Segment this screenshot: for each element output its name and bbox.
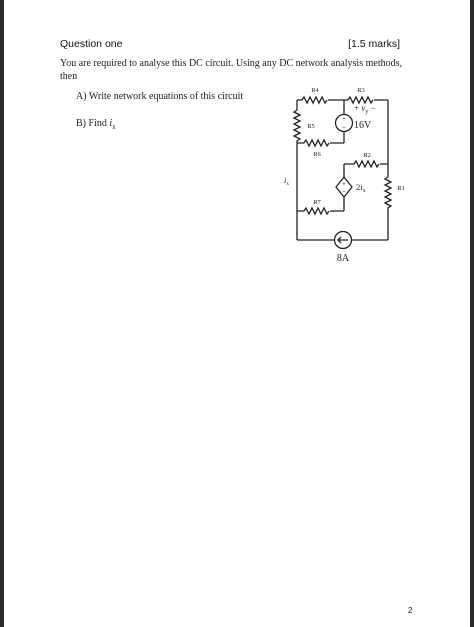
label-dependent: $2i_x$ <box>356 182 366 194</box>
label-r6: R6 <box>313 151 321 158</box>
label-r4: R4 <box>311 87 319 94</box>
item-a: A) Write network equations of this circuit <box>76 91 244 102</box>
label-r3: R3 <box>357 87 365 94</box>
resistor-r2 <box>354 161 379 167</box>
svg-text:−: − <box>342 124 346 132</box>
item-b-prefix: B) Find <box>76 118 110 129</box>
page-number: 2 <box>408 606 413 615</box>
current-arrow-icon <box>338 237 348 243</box>
label-vy: + $v_y$ − <box>354 103 376 115</box>
question-marks: [1.5 marks] <box>348 38 400 50</box>
resistor-r4 <box>302 97 327 103</box>
question-intro: You are required to analyse this DC circuit. Using any DC network analysis methods, then <box>60 58 402 82</box>
resistor-r5 <box>294 110 300 144</box>
item-b-sub: x <box>112 123 116 131</box>
svg-text:+: + <box>342 115 346 123</box>
svg-text:−: − <box>342 188 346 196</box>
svg-text:+: + <box>342 180 346 188</box>
resistor-r1 <box>385 177 391 211</box>
label-r2: R2 <box>363 152 371 159</box>
label-r7: R7 <box>313 199 321 206</box>
question-title: Question one <box>60 38 123 50</box>
label-r1: R1 <box>397 185 405 192</box>
resistor-r6 <box>304 140 329 146</box>
document-page <box>4 0 470 627</box>
label-ix: $i_x$ <box>284 176 289 187</box>
label-8a: 8A <box>336 253 350 264</box>
label-16v: 16V <box>354 120 372 131</box>
resistor-r7 <box>304 208 329 214</box>
item-b-var: i <box>109 118 113 129</box>
circuit-diagram <box>274 80 424 270</box>
item-b <box>76 118 116 131</box>
label-r5: R5 <box>307 123 315 130</box>
